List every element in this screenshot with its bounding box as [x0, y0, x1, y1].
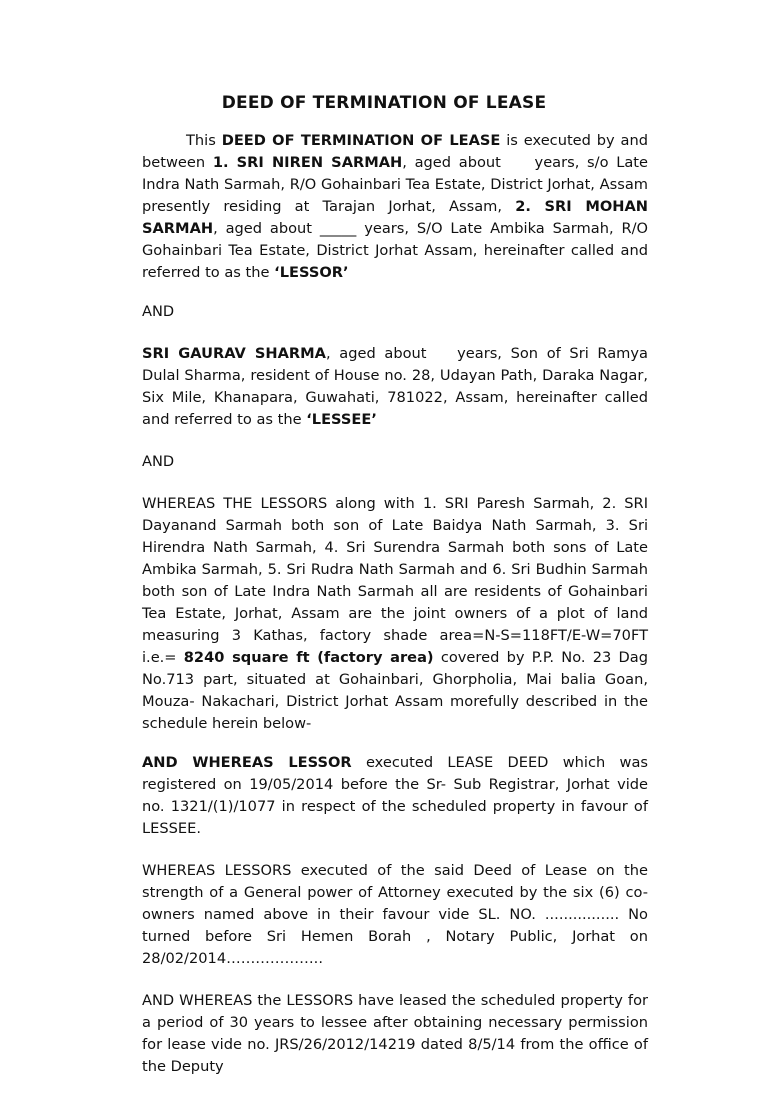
text-run: , aged about [402, 154, 501, 171]
text-run: is executed by and between [142, 132, 648, 171]
bold-lessee-term: ‘LESSEE’ [306, 411, 377, 428]
paragraph-whereas-lease-deed [142, 752, 648, 840]
paragraph-whereas-attorney: WHEREAS LESSORS executed of the said Deed of Lease on the strength of a General power of Attorney executed by the six (6) co-owners named above in their favour vide SL. NO. ................ No turned before Sri Hemen Borah , Notary Public, Jorhat on 28/02/2014……………….. [142, 862, 648, 967]
paragraph-whereas-period: AND WHEREAS the LESSORS have leased the scheduled property for a period of 30 years to lessee after obtaining necessary permission for lease vide no. JRS/26/2012/14219 dated 8/5/14 from the office of the Deputy [142, 992, 648, 1075]
bold-area: 8240 square ft (factory area) [183, 649, 434, 666]
bold-lessor-2: 2. SRI MOHAN SARMAH [142, 198, 648, 237]
bold-lessee-name: SRI GAURAV SHARMA [142, 345, 326, 362]
document-title: DEED OF TERMINATION OF LEASE [221, 93, 547, 113]
paragraph-parties-lessor [142, 130, 648, 284]
text-run: years, Son of Sri Ramya Dulal Sharma, resident of House no. 28, Udayan Path, Daraka Nagar, Six Mile, Khanapara, Guwahati, 781022, Assam, hereinafter called and referred to as the [142, 345, 648, 428]
bold-lessor-1: 1. SRI NIREN SARMAH [212, 154, 403, 171]
text-run: executed LEASE DEED which was registered on 19/05/2014 before the Sr- Sub Registrar, Jorhat vide no. 1321/(1)/1077 in respect of the scheduled property in favour of LESSEE. [142, 754, 648, 837]
bold-deed-name: DEED OF TERMINATION OF LEASE [221, 132, 501, 149]
text-run: , aged about _____ years, S/O Late Ambika Sarmah, R/O Gohainbari Tea Estate, District Jorhat Assam, hereinafter called and referred to as the [142, 220, 648, 281]
paragraph-parties-lessee [142, 343, 648, 431]
document-body [142, 130, 648, 1098]
paragraph-whereas-owners [142, 493, 648, 735]
bold-and-whereas-lessor: AND WHEREAS LESSOR [142, 754, 352, 771]
text-run: covered by P.P. No. 23 Dag No.713 part, situated at Gohainbari, Ghorpholia, Mai balia Goan, Mouza- Nakachari, District Jorhat Assam morefully described in the schedule herein below- [142, 649, 649, 732]
text-run: , aged about [325, 345, 427, 362]
paragraph-and: AND [142, 453, 175, 470]
text-run: years, s/o Late Indra Nath Sarmah, R/O Gohainbari Tea Estate, District Jorhat, Assam presently residing at Tarajan Jorhat, Assam, [142, 154, 648, 215]
text-run: WHEREAS THE LESSORS along with 1. SRI Paresh Sarmah, 2. SRI Dayanand Sarmah both son of Late Baidya Nath Sarmah, 3. Sri Hirendra Nath Sarmah, 4. Sri Surendra Sarmah both sons of Late Ambika Sarmah, 5. Sri Rudra Nath Sarmah and 6. Sri Budhin Sarmah both son of Late Indra Nath Sarmah all are residents of Gohainbari Tea Estate, Jorhat, Assam are the joint owners of a plot of land measuring 3 Kathas, factory shade area=N-S=118FT/E-W=70FT i.e.= [142, 495, 648, 666]
text-run: This [186, 132, 222, 149]
bold-lessor-term: ‘LESSOR’ [274, 264, 349, 281]
paragraph-and: AND [142, 303, 175, 320]
